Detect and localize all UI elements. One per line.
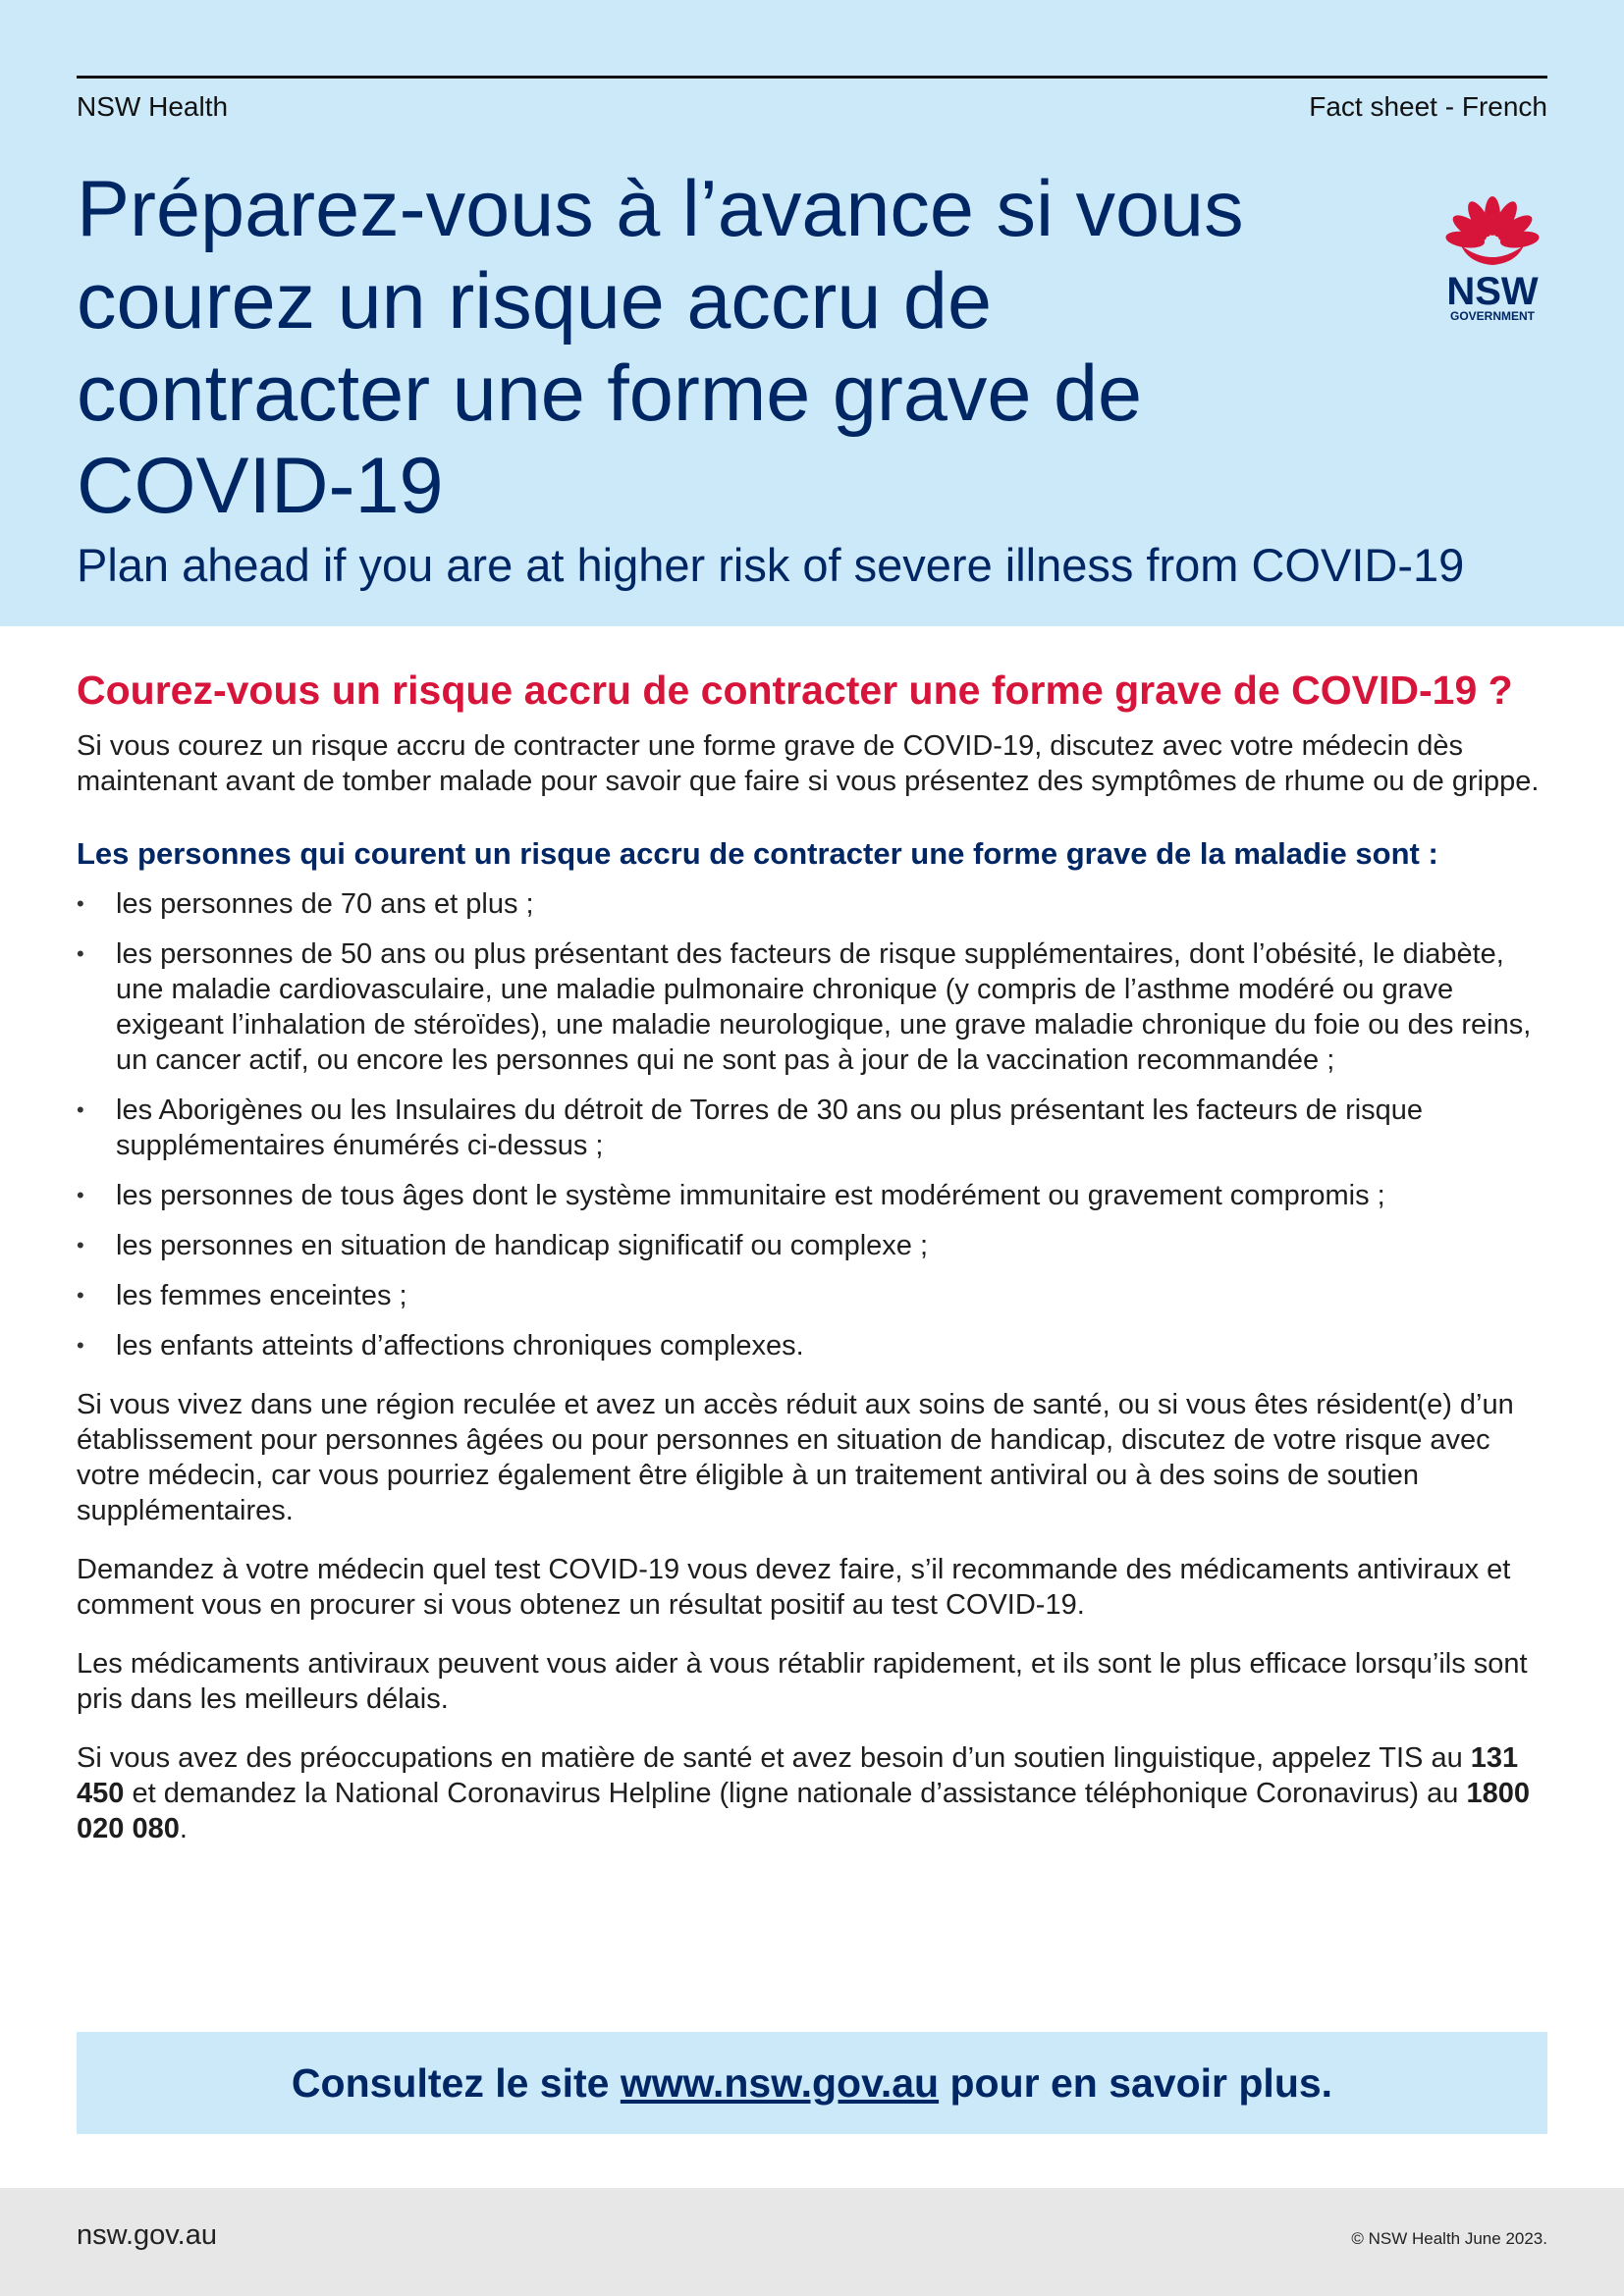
section-heading: Courez-vous un risque accru de contracter une forme grave de COVID-19 ?	[77, 667, 1513, 713]
antivirals-paragraph: Les médicaments antiviraux peuvent vous aider à vous rétablir rapidement, et ils sont le plus efficace lorsqu’ils sont pris dans les meilleurs délais.	[77, 1648, 1528, 1715]
list-item: • les enfants atteints d’affections chroniques complexes.	[77, 1328, 1547, 1363]
contact-text: et demandez la National Coronavirus Helpline (ligne nationale d’assistance téléphonique Coronavirus) au	[124, 1778, 1467, 1809]
testing-paragraph: Demandez à votre médecin quel test COVID-19 vous devez faire, s’il recommande des médicaments antiviraux et comment vous en procurer si vous obtenez un résultat positif au test COVID-19.	[77, 1554, 1511, 1621]
list-item: • les personnes de 70 ans et plus ;	[77, 886, 1547, 922]
waratah-icon	[1444, 196, 1540, 265]
list-item: • les femmes enceintes ;	[77, 1278, 1547, 1313]
footer-copyright: © NSW Health June 2023.	[1351, 2229, 1547, 2248]
contact-text: Si vous avez des préoccupations en matière de santé et avez besoin d’un soutien linguistique, appelez TIS au	[77, 1742, 1471, 1774]
page-subtitle: Plan ahead if you are at higher risk of severe illness from COVID-19	[77, 539, 1465, 591]
risk-group-list	[77, 886, 1547, 1363]
organization-label: NSW Health	[77, 91, 229, 122]
logo-wordmark-government: GOVERNMENT	[1449, 309, 1536, 323]
risk-list-heading: Les personnes qui courent un risque accru de contracter une forme grave de la maladie sont :	[77, 836, 1438, 871]
tis-phone-number: 131 450	[77, 1742, 1519, 1809]
nsw-website-link[interactable]: www.nsw.gov.au	[620, 2059, 940, 2106]
cta-prefix: Consultez le site	[291, 2059, 621, 2106]
list-item: • les Aborigènes ou les Insulaires du détroit de Torres de 30 ans ou plus présentant les facteurs de risque supplémentaires énumérés ci-dessus ;	[77, 1093, 1547, 1163]
header-banner	[0, 0, 1624, 626]
contact-paragraph	[77, 1740, 1547, 1846]
top-divider	[77, 76, 1547, 79]
nsw-government-logo	[1432, 194, 1553, 326]
helpline-phone-number: 1800 020 080	[77, 1778, 1530, 1844]
footer	[0, 2188, 1624, 2296]
call-to-action-banner	[77, 2032, 1547, 2134]
cta-suffix: pour en savoir plus.	[939, 2059, 1333, 2106]
fact-sheet-label: Fact sheet - French	[1309, 91, 1547, 122]
contact-text: .	[179, 1813, 188, 1844]
remote-care-paragraph: Si vous vivez dans une région reculée et avez un accès réduit aux soins de santé, ou si vous êtes résident(e) d’un établissement pour personnes âgées ou pour personnes en situation de handicap, discutez de votre risque avec votre médecin, car vous pourriez également être éligible à un traitement antiviral ou à des soins de soutien supplémentaires.	[77, 1389, 1514, 1526]
logo-wordmark-nsw: NSW	[1446, 270, 1539, 313]
list-item: • les personnes de tous âges dont le système immunitaire est modérément ou gravement compromis ;	[77, 1178, 1547, 1213]
list-item: • les personnes de 50 ans ou plus présentant des facteurs de risque supplémentaires, dont l’obésité, le diabète, une maladie cardiovasculaire, une maladie pulmonaire chronique (y compris de l’asthme modéré ou grave exigeant l’inhalation de stéroïdes), une maladie neurologique, une grave maladie chronique du foie ou des reins, un cancer actif, ou encore les personnes qui ne sont pas à jour de la vaccination recommandée ;	[77, 936, 1547, 1078]
footer-url: nsw.gov.au	[77, 2219, 217, 2251]
intro-paragraph: Si vous courez un risque accru de contracter une forme grave de COVID-19, discutez avec votre médecin dès maintenant avant de tomber malade pour savoir que faire si vous présentez des symptômes de rhume ou de grippe.	[77, 730, 1540, 797]
page-title: Préparez-vous à l’avance si vous courez un risque accru de contracter une forme grave de COVID-19	[77, 165, 1244, 530]
main-content	[77, 666, 1547, 1846]
list-item: • les personnes en situation de handicap significatif ou complexe ;	[77, 1228, 1547, 1263]
